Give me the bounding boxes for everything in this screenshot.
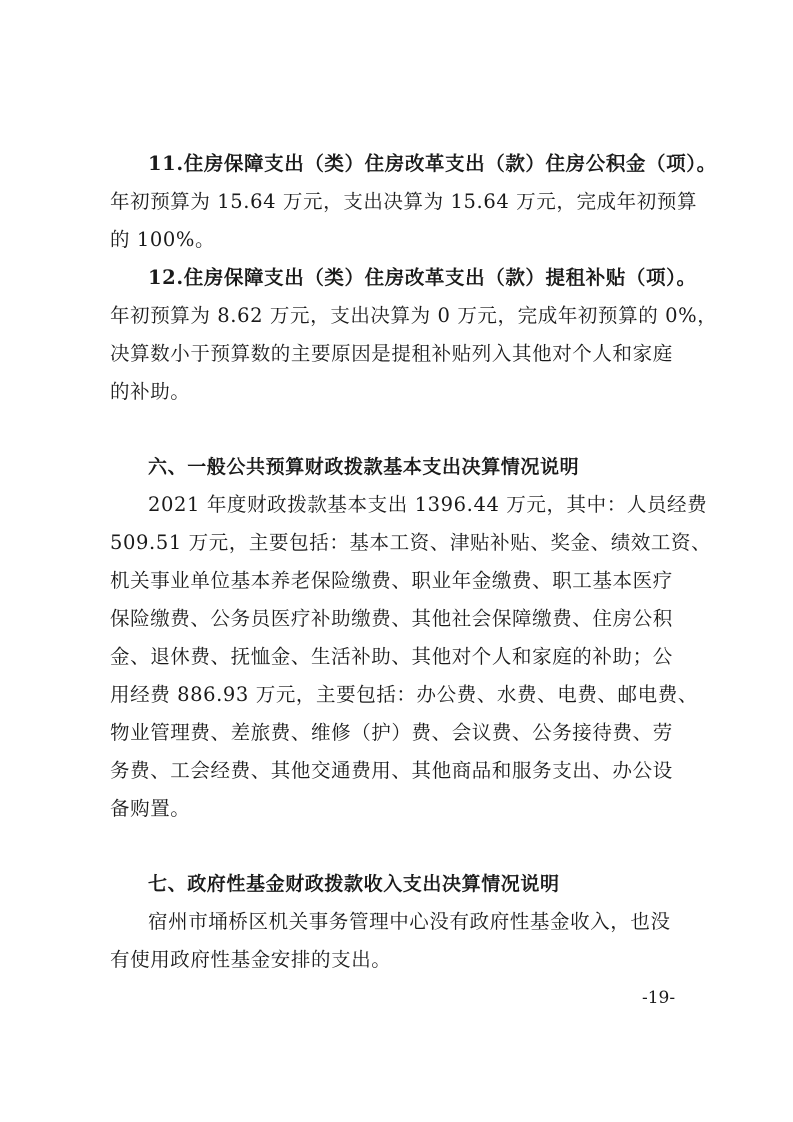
item12-line-1: 年初预算为 8.62 万元，支出决算为 0 万元，完成年初预算的 0%， — [110, 304, 718, 327]
page-number: -19- — [642, 988, 676, 1008]
section6-line-5: 金、退休费、抚恤金、生活补助、其他对个人和家庭的补助；公 — [110, 645, 673, 668]
item11-heading: 11.住房保障支出（类）住房改革支出（款）住房公积金（项）。 — [148, 152, 717, 175]
section7-line-1: 宿州市埇桥区机关事务管理中心没有政府性基金收入，也没 — [148, 910, 671, 933]
section6-line-1: 2021 年度财政拨款基本支出 1396.44 万元，其中：人员经费 — [148, 493, 708, 516]
item11-line-1: 年初预算为 15.64 万元，支出决算为 15.64 万元，完成年初预算 — [110, 190, 698, 213]
section7-line-2: 有使用政府性基金安排的支出。 — [110, 948, 392, 971]
item12-heading: 12.住房保障支出（类）住房改革支出（款）提租补贴（项）。 — [148, 266, 697, 289]
section6-line-2: 509.51 万元，主要包括：基本工资、津贴补贴、奖金、绩效工资、 — [110, 531, 712, 554]
section6-line-3: 机关事业单位基本养老保险缴费、职业年金缴费、职工基本医疗 — [110, 569, 673, 592]
section6-line-7: 物业管理费、差旅费、维修（护）费、会议费、公务接待费、劳 — [110, 721, 673, 744]
item11-line-2: 的 100%。 — [110, 228, 216, 251]
section6-line-6: 用经费 886.93 万元，主要包括：办公费、水费、电费、邮电费、 — [110, 683, 698, 706]
section7-heading: 七、政府性基金财政拨款收入支出决算情况说明 — [148, 873, 560, 895]
section6-line-4: 保险缴费、公务员医疗补助缴费、其他社会保障缴费、住房公积 — [110, 607, 673, 630]
section6-line-8: 务费、工会经费、其他交通费用、其他商品和服务支出、办公设 — [110, 759, 673, 782]
section6-heading: 六、一般公共预算财政拨款基本支出决算情况说明 — [148, 456, 580, 478]
item12-line-2: 决算数小于预算数的主要原因是提租补贴列入其他对个人和家庭 — [110, 342, 673, 365]
section6-line-9: 备购置。 — [110, 797, 191, 820]
item12-line-3: 的补助。 — [110, 380, 191, 403]
